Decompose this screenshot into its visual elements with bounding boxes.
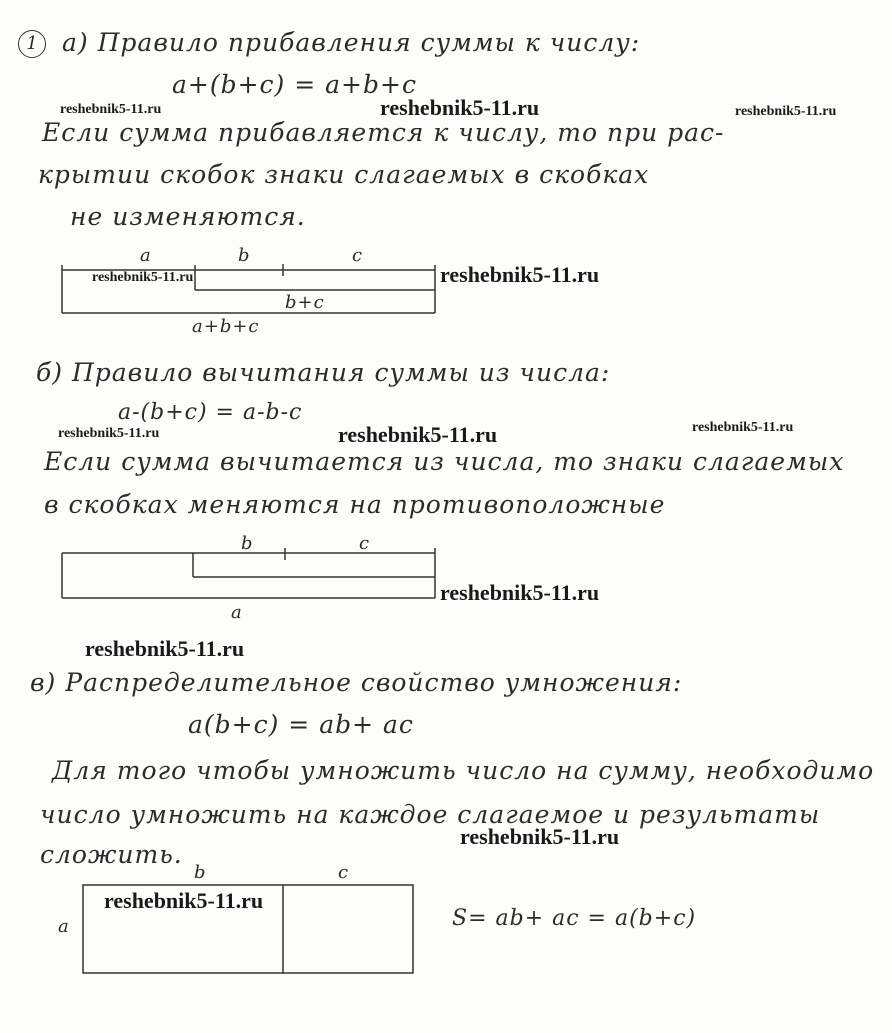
part-v-area-formula: S= ab+ ac = a(b+c)	[452, 906, 697, 931]
part-b-label-c: c	[359, 533, 371, 554]
part-v-text-line-3: сложить.	[40, 840, 183, 869]
part-b-text-line-1: Если сумма вычитается из числа, то знаки слагаемых	[44, 447, 845, 476]
part-v-label-c: c	[338, 862, 350, 883]
part-a-label-a: a	[140, 245, 152, 266]
part-a-label-abc: a+b+c	[192, 316, 260, 337]
part-v-heading: в) Распределительное свойство умножения:	[30, 668, 683, 697]
watermark: reshebnik5-11.ru	[440, 580, 600, 605]
part-b-text-line-2: в скобках меняются на противоположные	[44, 490, 666, 519]
part-v-label-a: a	[58, 916, 70, 937]
problem-number: 1	[18, 30, 46, 58]
watermark: reshebnik5-11.ru	[338, 422, 498, 447]
part-a-label-bc: b+c	[285, 292, 325, 313]
part-v-text-line-1: Для того чтобы умножить число на сумму, необходимо	[52, 756, 875, 785]
watermark: reshebnik5-11.ru	[460, 824, 620, 849]
part-b-formula: a-(b+c) = a-b-c	[118, 400, 303, 425]
part-v-formula: a(b+c) = ab+ ac	[188, 710, 414, 739]
watermark: reshebnik5-11.ru	[58, 426, 160, 441]
watermark: reshebnik5-11.ru	[104, 888, 264, 913]
part-v-text-line-2: число умножить на каждое слагаемое и результаты	[40, 800, 821, 829]
watermark: reshebnik5-11.ru	[735, 104, 837, 119]
watermark: reshebnik5-11.ru	[440, 262, 600, 287]
watermark: reshebnik5-11.ru	[380, 95, 540, 120]
part-a-text-line-2: крытии скобок знаки слагаемых в скобках	[38, 160, 650, 189]
part-b-label-b: b	[241, 533, 254, 554]
part-b-heading: б) Правило вычитания суммы из числа:	[36, 358, 611, 387]
watermark: reshebnik5-11.ru	[92, 270, 194, 285]
part-a-label-c: c	[352, 245, 364, 266]
part-v-label-b: b	[194, 862, 207, 883]
watermark: reshebnik5-11.ru	[60, 102, 162, 117]
part-a-heading: а) Правило прибавления суммы к числу:	[62, 28, 641, 57]
part-b-segment-diagram	[62, 548, 435, 598]
part-a-text-line-1: Если сумма прибавляется к числу, то при рас-	[42, 118, 725, 147]
watermark: reshebnik5-11.ru	[85, 636, 245, 661]
watermark: reshebnik5-11.ru	[692, 420, 794, 435]
part-a-text-line-3: не изменяются.	[70, 202, 306, 231]
part-a-label-b: b	[238, 245, 251, 266]
part-a-formula: a+(b+c) = a+b+c	[172, 70, 417, 99]
part-b-label-a: a	[231, 602, 243, 623]
